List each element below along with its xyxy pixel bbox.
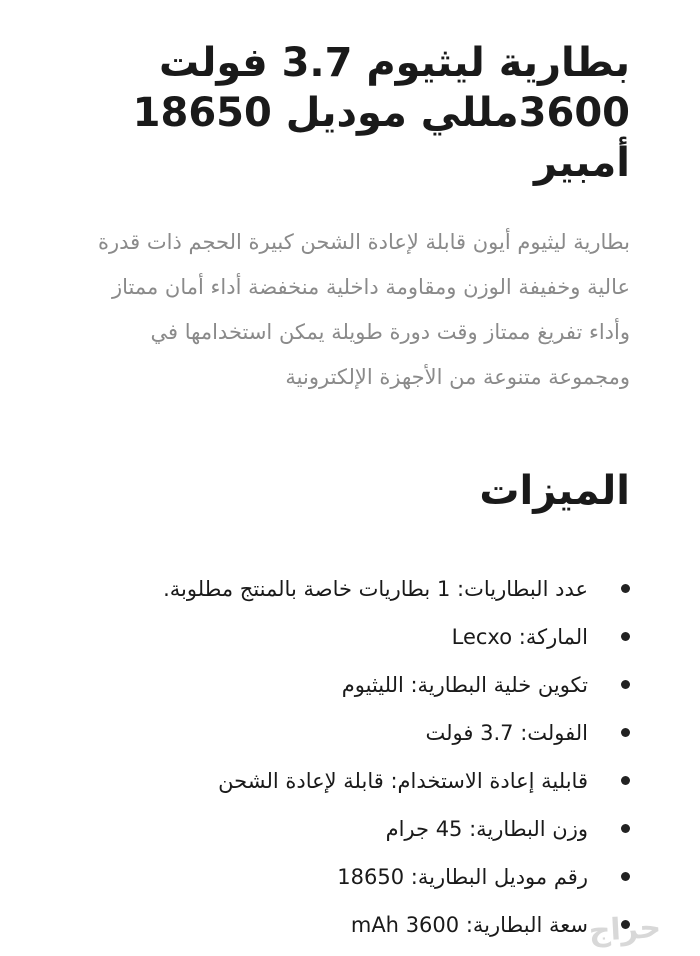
feature-item-brand	[70, 613, 630, 661]
feature-text: تكوين خلية البطارية: الليثيوم	[341, 673, 588, 697]
feature-item-capacity	[70, 901, 630, 949]
feature-item-reusability	[70, 757, 630, 805]
bullet-icon	[621, 632, 630, 641]
feature-item-voltage	[70, 709, 630, 757]
features-list	[70, 565, 630, 949]
haraj-watermark-logo: حراج	[588, 910, 662, 949]
bullet-icon	[621, 584, 630, 593]
features-heading: الميزات	[479, 468, 630, 514]
feature-item-battery-count	[70, 565, 630, 613]
feature-item-cell-composition	[70, 661, 630, 709]
feature-text: قابلية إعادة الاستخدام: قابلة لإعادة الشحن	[218, 769, 588, 793]
feature-text: الفولت: 3.7 فولت	[425, 721, 588, 745]
feature-text: الماركة: Lecxo	[451, 625, 588, 649]
product-description: بطارية ليثيوم أيون قابلة لإعادة الشحن كبيرة الحجم ذات قدرة عالية وخفيفة الوزن ومقاومة داخلية منخفضة أداء أمان ممتاز وأداء تفريغ ممتاز وقت دورة طويلة يمكن استخدامها في ومجموعة متنوعة من الأجهزة الإلكترونية	[97, 230, 630, 389]
feature-text: وزن البطارية: 45 جرام	[385, 817, 588, 841]
feature-item-model-number	[70, 853, 630, 901]
product-title: بطارية ليثيوم 3.7 فولت 3600مللي موديل 18650 أمبير	[132, 40, 630, 186]
feature-text: عدد البطاريات: 1 بطاريات خاصة بالمنتج مطلوبة.	[163, 577, 588, 601]
feature-item-weight	[70, 805, 630, 853]
bullet-icon	[621, 872, 630, 881]
feature-text: سعة البطارية: 3600 mAh	[350, 913, 588, 937]
bullet-icon	[621, 680, 630, 689]
bullet-icon	[621, 728, 630, 737]
bullet-icon	[621, 824, 630, 833]
bullet-icon	[621, 776, 630, 785]
feature-text: رقم موديل البطارية: 18650	[337, 865, 588, 889]
